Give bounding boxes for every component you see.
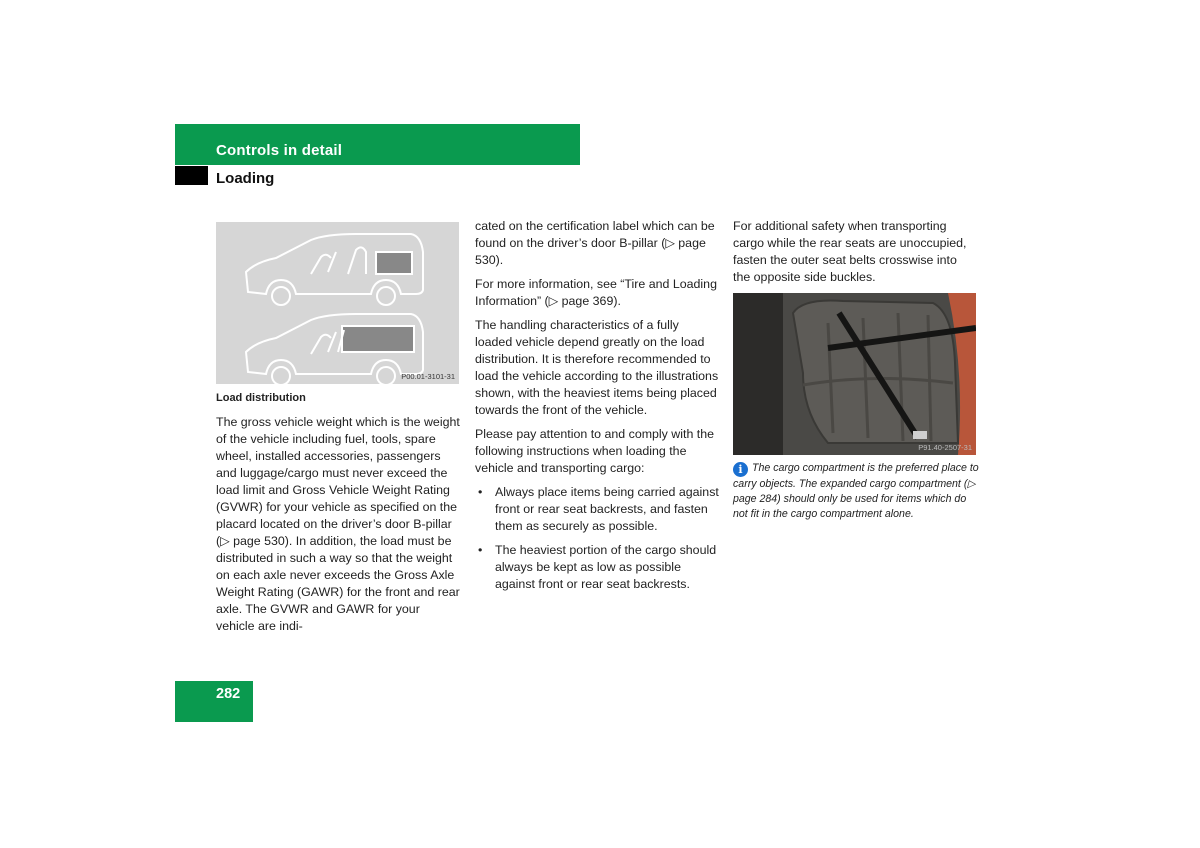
list-item bbox=[475, 484, 719, 535]
paragraph-seat-belts: For additional safety when transporting cargo while the rear seats are unoccupied, fasten the outer seat belts crosswise into the opposite side buckles. bbox=[733, 219, 967, 284]
subsection-marker bbox=[175, 166, 208, 185]
paragraph-gross-weight: The gross vehicle weight which is the weight of the vehicle including fuel, tools, spare wheel, installed accessories, passengers and luggage/cargo must never exceed the load limit and Gross Vehicle Weight Rating (GVWR) for your vehicle as specified on the placard located on the driver’s door B-pillar (▷ page 530). In addition, the load must be distributed in such a way so that the weight on each axle never exceeds the Gross Axle Weight Rating (GAWR) for the front and rear axle. The GVWR and GAWR for your vehicle are indi- bbox=[216, 415, 460, 633]
text-column-3 bbox=[733, 218, 977, 293]
bullet-marker: • bbox=[478, 543, 483, 557]
figure-code: P91.40-2507-31 bbox=[918, 443, 972, 452]
load-distribution-figure bbox=[216, 222, 459, 384]
rear-seat-illustration bbox=[733, 293, 976, 455]
paragraph-handling: The handling characteristics of a fully loaded vehicle depend greatly on the load distribution. It is therefore recommended to load the vehicle according to the illustrations shown, with the heaviest items being placed towards the front of the vehicle. bbox=[475, 318, 719, 417]
lower-car-diagram bbox=[246, 314, 423, 384]
rear-seat-belts-photo bbox=[733, 293, 976, 455]
figure-code: P00.01-3101-31 bbox=[401, 372, 455, 381]
page-number-box bbox=[175, 681, 253, 722]
load-distribution-illustration bbox=[216, 222, 459, 384]
text-column-2 bbox=[475, 218, 719, 600]
list-item-text: The heaviest portion of the cargo should always be kept as low as possible against front or rear seat backrests. bbox=[495, 543, 717, 591]
bullet-marker: • bbox=[478, 485, 483, 499]
figure-caption: Load distribution bbox=[216, 392, 306, 404]
section-title: Controls in detail bbox=[216, 142, 343, 159]
info-note-text: The cargo compartment is the preferred place to carry objects. The expanded cargo compartment (▷ page 284) should only be used for items which do not fit in the cargo compartment alone. bbox=[733, 462, 979, 520]
list-item-text: Always place items being carried against front or rear seat backrests, and fasten them as securely as possible. bbox=[495, 485, 719, 533]
list-item bbox=[475, 542, 719, 593]
upper-car-diagram bbox=[246, 234, 423, 305]
paragraph-instructions: Please pay attention to and comply with the following instructions when loading the vehicle and transporting cargo: bbox=[475, 427, 715, 475]
subsection-title: Loading bbox=[216, 170, 275, 187]
page-number: 282 bbox=[216, 686, 241, 702]
text-column-1 bbox=[216, 390, 460, 642]
info-note bbox=[733, 461, 979, 522]
paragraph-certification-label: cated on the certification label which can be found on the driver’s door B-pillar (▷ page 530). bbox=[475, 219, 715, 267]
loading-instructions-list bbox=[475, 484, 719, 593]
paragraph-tire-info: For more information, see “Tire and Loading Information” (▷ page 369). bbox=[475, 277, 717, 308]
info-icon: i bbox=[733, 462, 748, 477]
